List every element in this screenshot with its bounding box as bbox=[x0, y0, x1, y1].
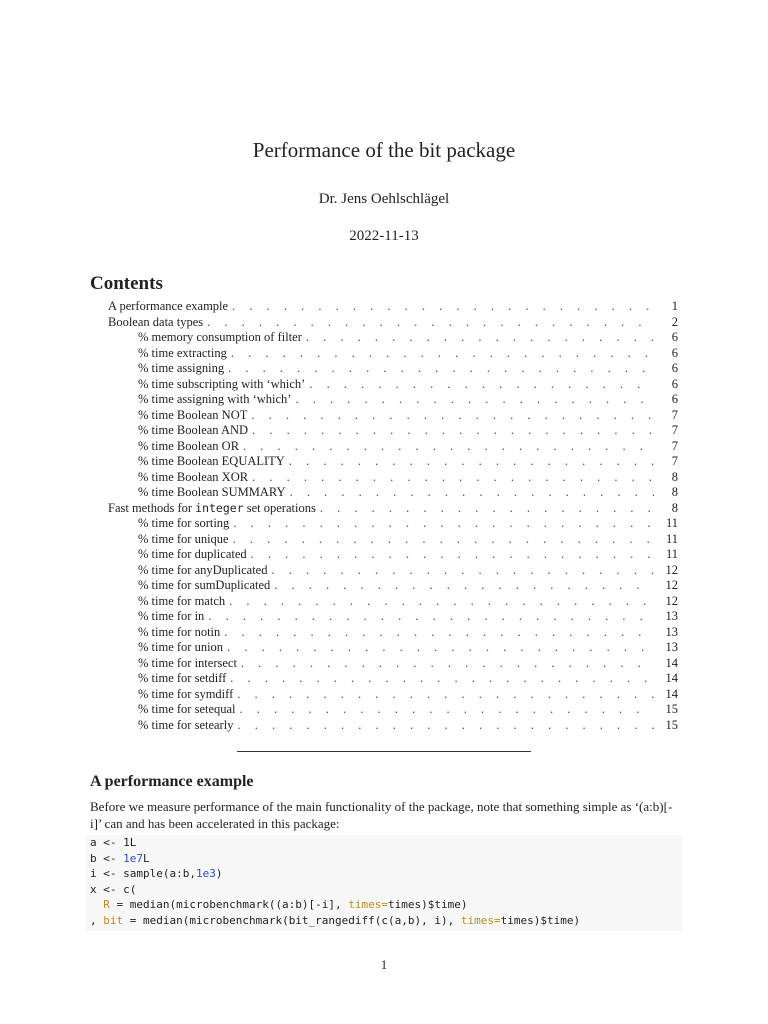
toc-entry-label: % time for setequal bbox=[138, 702, 240, 718]
toc-page-number: 1 bbox=[671, 299, 678, 313]
code-line: a <- 1L bbox=[90, 836, 137, 849]
toc-page-number: 13 bbox=[665, 609, 678, 623]
toc-entry-label: Boolean data types bbox=[108, 315, 207, 331]
code-block bbox=[86, 835, 682, 931]
table-of-contents bbox=[0, 299, 768, 733]
toc-entry-label: % time for sumDuplicated bbox=[138, 578, 274, 594]
toc-page-number: 7 bbox=[671, 454, 678, 468]
contents-heading: Contents bbox=[90, 273, 163, 294]
toc-entry-label: % time for anyDuplicated bbox=[138, 563, 271, 579]
toc-page-number: 6 bbox=[671, 376, 678, 391]
toc-page-number: 8 bbox=[671, 485, 678, 499]
toc-page-number: 13 bbox=[665, 624, 678, 639]
toc-entry[interactable] bbox=[0, 594, 768, 610]
toc-leader-dots bbox=[231, 346, 654, 362]
toc-leader-dots bbox=[309, 377, 654, 393]
toc-page-number: 8 bbox=[671, 469, 678, 484]
toc-leader-dots bbox=[251, 408, 654, 424]
toc-page-number: 6 bbox=[671, 330, 678, 344]
toc-leader-dots bbox=[243, 439, 654, 455]
toc-page-number: 14 bbox=[665, 671, 678, 685]
horizontal-rule bbox=[237, 751, 531, 752]
toc-leader-dots bbox=[237, 718, 654, 734]
intro-paragraph: Before we measure performance of the main functionality of the package, note that something simple as ‘(a:b)[-i]’ can and has been accelerated in this package: bbox=[90, 799, 673, 831]
toc-page-number: 14 bbox=[665, 686, 678, 701]
toc-leader-dots bbox=[208, 609, 654, 625]
toc-entry-label: % time assigning bbox=[138, 361, 228, 377]
section-heading: A performance example bbox=[90, 773, 254, 790]
toc-leader-dots bbox=[306, 330, 654, 346]
toc-page-number: 12 bbox=[665, 578, 678, 592]
toc-entry[interactable] bbox=[0, 361, 768, 377]
toc-page-number: 7 bbox=[671, 423, 678, 437]
toc-entry-label: % time for setdiff bbox=[138, 671, 230, 687]
toc-entry[interactable] bbox=[0, 439, 768, 455]
toc-entry-label: Fast methods for integer set operations bbox=[108, 501, 320, 517]
toc-page-number: 6 bbox=[671, 361, 678, 375]
toc-entry-label: % time Boolean EQUALITY bbox=[138, 454, 289, 470]
toc-entry[interactable] bbox=[0, 671, 768, 687]
toc-entry[interactable] bbox=[0, 299, 768, 315]
toc-entry[interactable] bbox=[0, 346, 768, 362]
toc-entry-label: % time for match bbox=[138, 594, 229, 610]
toc-entry[interactable] bbox=[0, 656, 768, 672]
toc-entry-label: % time subscripting with ‘which’ bbox=[138, 377, 309, 393]
document-date: 2022-11-13 bbox=[349, 228, 419, 244]
document-title: Performance of the bit package bbox=[252, 138, 516, 162]
page-number: 1 bbox=[380, 958, 388, 972]
toc-page-number: 11 bbox=[665, 516, 678, 530]
toc-leader-dots bbox=[289, 454, 654, 470]
toc-leader-dots bbox=[230, 671, 654, 687]
toc-page-number: 12 bbox=[665, 562, 678, 577]
toc-entry[interactable] bbox=[0, 516, 768, 532]
toc-entry[interactable] bbox=[0, 423, 768, 439]
toc-leader-dots bbox=[237, 687, 654, 703]
toc-entry[interactable] bbox=[0, 687, 768, 703]
toc-entry-label: % time for sorting bbox=[138, 516, 233, 532]
toc-leader-dots bbox=[228, 361, 654, 377]
toc-page-number: 14 bbox=[665, 655, 678, 670]
toc-entry-label: % time for intersect bbox=[138, 656, 241, 672]
toc-entry[interactable] bbox=[0, 625, 768, 641]
toc-entry-label: % time extracting bbox=[138, 346, 231, 362]
toc-entry-label: % time for duplicated bbox=[138, 547, 251, 563]
toc-leader-dots bbox=[224, 625, 654, 641]
toc-entry[interactable] bbox=[0, 563, 768, 579]
toc-entry[interactable] bbox=[0, 408, 768, 424]
toc-entry-label: % time Boolean AND bbox=[138, 423, 252, 439]
toc-entry[interactable] bbox=[0, 609, 768, 625]
toc-entry[interactable] bbox=[0, 470, 768, 486]
toc-entry-label: % time for notin bbox=[138, 625, 224, 641]
toc-entry[interactable] bbox=[0, 485, 768, 501]
code-line: R = median(microbenchmark((a:b)[-i], times=times)$time) bbox=[103, 898, 468, 912]
toc-page-number: 11 bbox=[665, 531, 678, 546]
toc-entry[interactable] bbox=[0, 640, 768, 656]
toc-leader-dots bbox=[232, 299, 654, 315]
toc-page-number: 13 bbox=[665, 640, 678, 654]
toc-leader-dots bbox=[229, 594, 654, 610]
toc-entry-label: % time for union bbox=[138, 640, 227, 656]
toc-entry[interactable] bbox=[0, 547, 768, 563]
toc-page-number: 7 bbox=[671, 407, 678, 422]
toc-entry[interactable] bbox=[0, 578, 768, 594]
toc-page-number: 7 bbox=[671, 438, 678, 453]
toc-leader-dots bbox=[295, 392, 654, 408]
toc-page-number: 8 bbox=[671, 500, 678, 515]
toc-entry[interactable] bbox=[0, 392, 768, 408]
toc-entry-label: % time Boolean NOT bbox=[138, 408, 251, 424]
toc-leader-dots bbox=[240, 702, 654, 718]
toc-entry-label: % time Boolean XOR bbox=[138, 470, 252, 486]
code-line: , bit = median(microbenchmark(bit_rangediff(c(a,b), i), times=times)$time) bbox=[90, 913, 581, 927]
toc-leader-dots bbox=[251, 547, 654, 563]
toc-entry[interactable] bbox=[0, 377, 768, 393]
toc-entry-label: % time Boolean OR bbox=[138, 439, 243, 455]
toc-entry[interactable] bbox=[0, 315, 768, 331]
toc-entry-label: % time for setearly bbox=[138, 718, 237, 734]
toc-entry[interactable] bbox=[0, 330, 768, 346]
document-author: Dr. Jens Oehlschlägel bbox=[318, 191, 450, 207]
toc-entry-label: % time for unique bbox=[138, 532, 233, 548]
toc-leader-dots bbox=[290, 485, 654, 501]
code-line: b <- 1e7L bbox=[90, 851, 150, 865]
toc-leader-dots bbox=[320, 501, 654, 517]
toc-entry[interactable] bbox=[0, 501, 768, 517]
toc-page-number: 6 bbox=[671, 345, 678, 360]
toc-page-number: 11 bbox=[665, 547, 678, 561]
toc-leader-dots bbox=[271, 563, 654, 579]
toc-leader-dots bbox=[233, 516, 654, 532]
toc-leader-dots bbox=[241, 656, 654, 672]
toc-entry[interactable] bbox=[0, 532, 768, 548]
toc-entry-label: % time assigning with ‘which’ bbox=[138, 392, 295, 408]
code-line: i <- sample(a:b,1e3) bbox=[90, 867, 223, 881]
toc-leader-dots bbox=[252, 470, 654, 486]
toc-entry-label: % time for in bbox=[138, 609, 208, 625]
toc-leader-dots bbox=[233, 532, 654, 548]
toc-page-number: 15 bbox=[665, 717, 678, 732]
toc-entry[interactable] bbox=[0, 702, 768, 718]
toc-page-number: 2 bbox=[671, 314, 678, 329]
inline-code: integer bbox=[195, 500, 244, 515]
toc-entry[interactable] bbox=[0, 718, 768, 734]
toc-entry[interactable] bbox=[0, 454, 768, 470]
toc-leader-dots bbox=[252, 423, 654, 439]
code-line: x <- c( bbox=[90, 882, 137, 896]
toc-page-number: 12 bbox=[665, 593, 678, 608]
toc-page-number: 6 bbox=[671, 392, 678, 406]
toc-entry-label: % time Boolean SUMMARY bbox=[138, 485, 290, 501]
toc-page-number: 15 bbox=[665, 702, 678, 716]
toc-leader-dots bbox=[274, 578, 654, 594]
toc-entry-label: % memory consumption of filter bbox=[138, 330, 306, 346]
toc-entry-label: % time for symdiff bbox=[138, 687, 237, 703]
toc-entry-label: A performance example bbox=[108, 299, 232, 315]
toc-leader-dots bbox=[207, 315, 654, 331]
toc-leader-dots bbox=[227, 640, 654, 656]
